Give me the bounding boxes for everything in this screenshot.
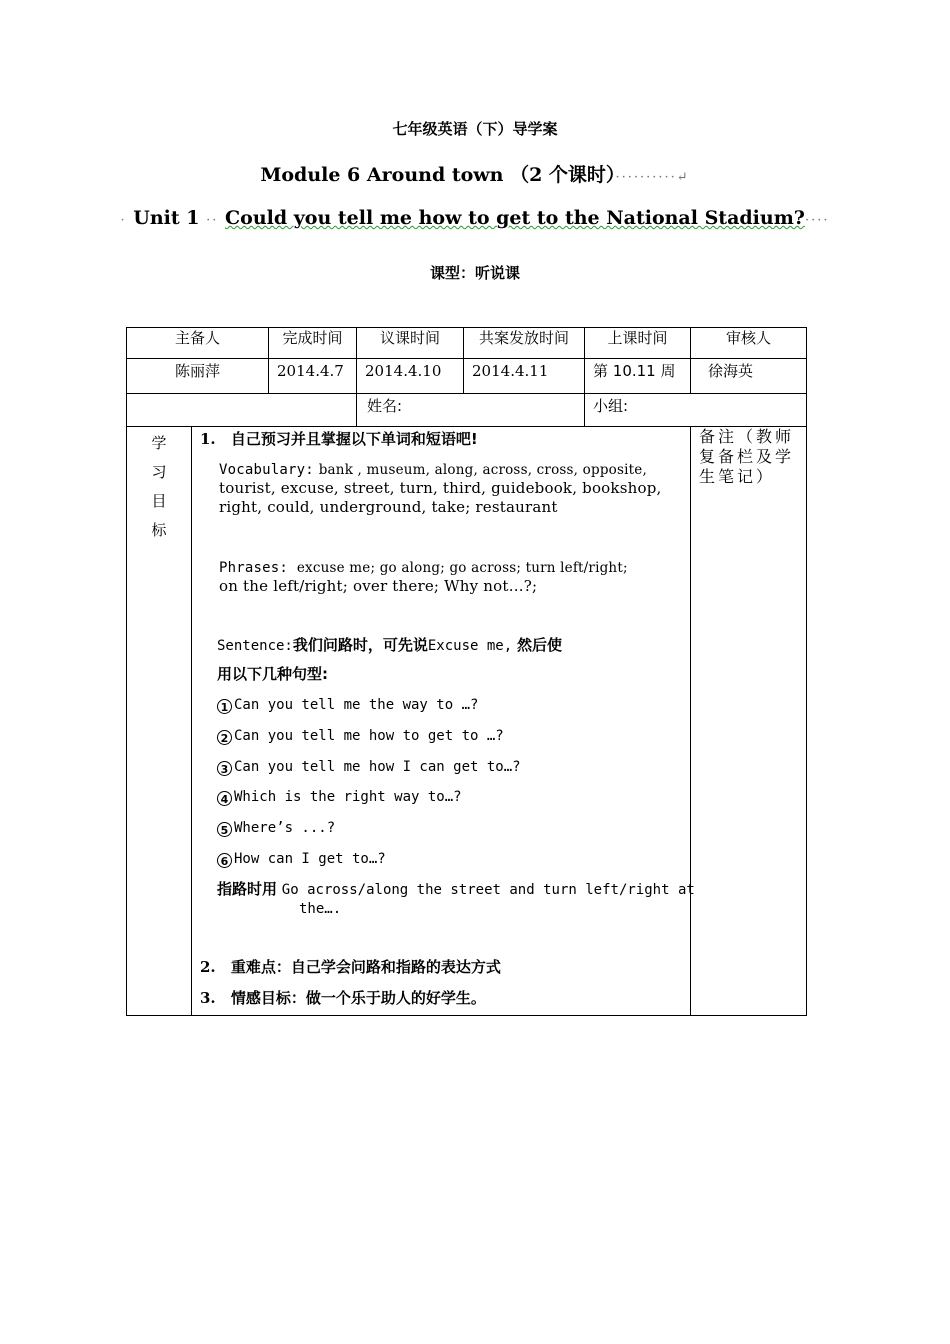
- group-field-label: 小组:: [593, 397, 629, 415]
- sentence-excuse: Excuse me,: [427, 638, 513, 654]
- circled-number: 1: [217, 699, 232, 714]
- side-char: 标: [151, 521, 167, 539]
- auditor-value: 徐海英: [708, 362, 754, 380]
- module-title: [0, 160, 950, 187]
- side-label: [127, 427, 191, 545]
- pattern-text: Which is the right way to…?: [234, 789, 462, 805]
- direction-text: the….: [299, 901, 342, 917]
- format-marks: ····: [804, 213, 830, 228]
- vocab-line: bank , museum, along, across, cross, opposite,: [318, 462, 647, 478]
- lesson-type: 课型：听说课: [429, 264, 520, 282]
- unit-title: [0, 207, 950, 229]
- review-value: 2014.4.10: [365, 362, 442, 380]
- sentence-text: 我们问路时，可先说: [292, 636, 428, 654]
- item-number: 2.: [200, 958, 216, 976]
- notes-label: 备注（教师复备栏及学生笔记）: [699, 427, 795, 486]
- header-cell-distribution: 共案发放时间: [464, 328, 585, 359]
- learning-objectives: [192, 427, 695, 1015]
- format-marks: ·: [120, 213, 127, 228]
- sentence-label: Sentence:: [217, 638, 293, 654]
- header-cell-completed: 完成时间: [269, 328, 357, 359]
- vocab-line: right, could, underground, take; restaurant: [219, 498, 558, 516]
- circled-number: 6: [217, 853, 232, 868]
- format-marks: ··: [206, 213, 219, 228]
- side-label-cell: [127, 427, 192, 1016]
- pattern-text: Can you tell me how to get to …?: [234, 728, 504, 744]
- content-cell: [192, 427, 695, 1016]
- sentence-text: 然后使: [516, 636, 562, 654]
- header-cell-preparer: 主备人: [127, 328, 269, 359]
- vocab-line: tourist, excuse, street, turn, third, guidebook, bookshop,: [219, 479, 662, 497]
- item-number: 1.: [200, 430, 216, 448]
- pattern-text: Can you tell me the way to …?: [234, 697, 479, 713]
- item-text: 自己预习并且掌握以下单词和短语吧!: [230, 430, 478, 448]
- name-field-label: 姓名:: [367, 397, 403, 415]
- pattern-item: [217, 786, 462, 807]
- pattern-text: Where’s ...?: [234, 820, 336, 836]
- phrases-line: excuse me; go along; go across; turn left/right;: [296, 560, 628, 576]
- header-cell-class-time: 上课时间: [585, 328, 691, 359]
- module-suffix: （2 个课时）: [510, 164, 616, 186]
- item-text: 重难点：自己学会问路和指路的表达方式: [230, 958, 501, 976]
- pattern-item: [217, 817, 335, 838]
- side-char: 目: [151, 492, 167, 510]
- notes-cell: [691, 427, 807, 1016]
- side-char: 学: [151, 434, 167, 452]
- pattern-text: Can you tell me how I can get to…?: [234, 759, 521, 775]
- header-cell-review: 议课时间: [357, 328, 464, 359]
- document-title: 七年级英语（下）导学案: [392, 120, 558, 138]
- circled-number: 5: [217, 822, 232, 837]
- pattern-item: [217, 694, 478, 715]
- lesson-plan-grid: [126, 327, 807, 1016]
- direction-text: Go across/along the street and turn left/right at: [281, 882, 695, 898]
- circled-number: 2: [217, 730, 232, 745]
- pattern-text: How can I get to…?: [234, 851, 386, 867]
- unit-question: Could you tell me how to get to the National Stadium?: [225, 207, 805, 229]
- unit-label: Unit 1: [133, 207, 200, 229]
- phrases-line: on the left/right; over there; Why not…?;: [219, 577, 538, 595]
- phrases-label: Phrases:: [219, 560, 289, 576]
- module-name: Module 6 Around town: [260, 164, 504, 186]
- vocab-label: Vocabulary:: [219, 462, 314, 478]
- circled-number: 4: [217, 791, 232, 806]
- distribution-value: 2014.4.11: [472, 362, 549, 380]
- class-time-value: 第 10.11 周: [593, 362, 676, 380]
- header-cell-auditor: 审核人: [691, 328, 807, 359]
- table-row: [127, 359, 807, 394]
- table-header-row: [127, 328, 807, 359]
- preparer-value: 陈丽萍: [175, 362, 221, 380]
- circled-number: 3: [217, 761, 232, 776]
- format-marks: ··········↵: [615, 170, 690, 185]
- table-row-content: [127, 427, 807, 1016]
- direction-label: 指路时用: [217, 880, 278, 898]
- sentence-line: 用以下几种句型:: [217, 665, 328, 683]
- pattern-item: [217, 848, 386, 869]
- table-row: [127, 394, 807, 427]
- pattern-item: [217, 756, 521, 777]
- pattern-item: [217, 725, 504, 746]
- side-char: 习: [151, 463, 167, 481]
- completed-value: 2014.4.7: [277, 362, 344, 380]
- item-number: 3.: [200, 989, 216, 1007]
- item-text: 情感目标：做一个乐于助人的好学生。: [230, 989, 486, 1007]
